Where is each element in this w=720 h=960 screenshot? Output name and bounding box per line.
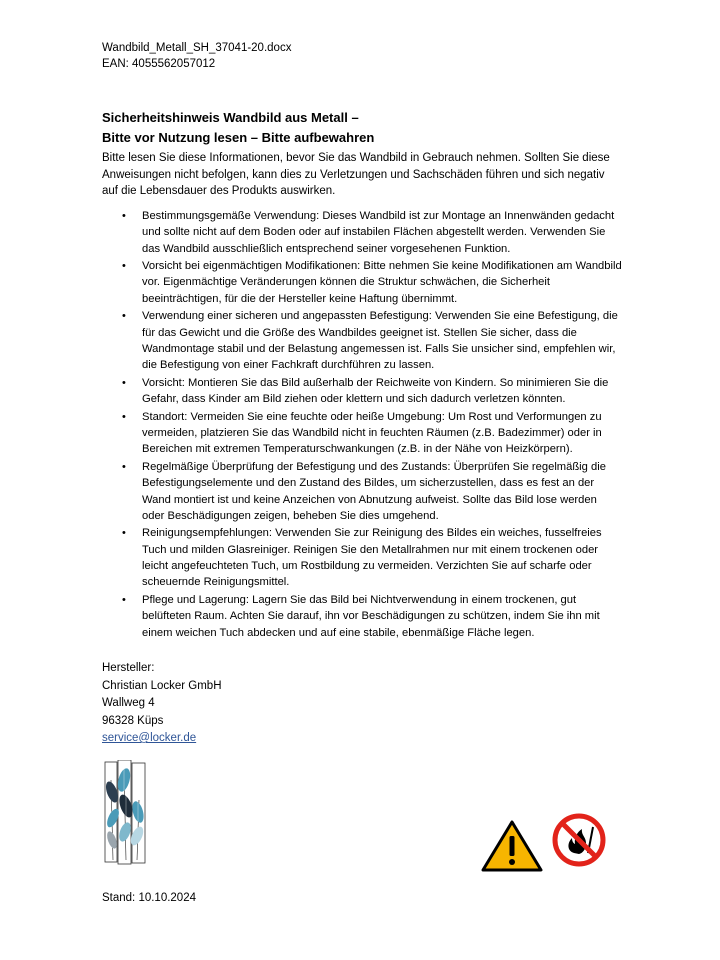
safety-item	[102, 459, 622, 524]
no-open-flame-icon	[552, 813, 606, 867]
bullet-icon: •	[122, 527, 126, 540]
safety-item-text: Verwendung einer sicheren und angepassten Befestigung: Verwenden Sie eine Befestigung, die für das Gewicht und die Größe des Wandbildes geeignet ist. Stellen Sie sicher, dass die Wandmontage stabil und der Belastung angemessen ist. Falls Sie unsicher sind, empfehlen wir, die Befestigung von einer Fachkraft durchführen zu lassen.	[142, 310, 618, 372]
manufacturer-email-link[interactable]: service@locker.de	[102, 732, 197, 744]
bullet-icon: •	[122, 410, 126, 423]
safety-item	[102, 375, 622, 408]
manufacturer-company: Christian Locker GmbH	[102, 679, 222, 692]
safety-item	[102, 409, 622, 458]
bullet-icon: •	[122, 593, 126, 606]
product-image	[104, 760, 152, 868]
safety-item	[102, 592, 622, 641]
ean-code: EAN: 4055562057012	[102, 58, 216, 70]
bullet-icon: •	[122, 260, 126, 273]
manufacturer-street: Wallweg 4	[102, 697, 155, 709]
file-name: Wandbild_Metall_SH_37041-20.docx	[102, 42, 292, 54]
safety-item	[102, 525, 622, 590]
bullet-icon: •	[122, 310, 126, 323]
safety-item-text: Standort: Vermeiden Sie eine feuchte oder heiße Umgebung: Um Rost und Verformungen zu vermeiden, platzieren Sie das Wandbild nicht in feuchten Räumen (z.B. Badezimmer) oder in Bereichen mit extremen Temperaturschwankungen (z.B. in der Nähe von Heizkörpern).	[142, 410, 602, 456]
safety-list	[102, 208, 622, 642]
safety-item-text: Pflege und Lagerung: Lagern Sie das Bild bei Nichtverwendung in einem trockenen, gut belüfteten Raum. Achten Sie darauf, ihn vor Beschädigungen zu schützen, indem Sie ihn mit einem weichen Tuch abdecken und auf eine stabile, ebenmäßige Fläche legen.	[142, 593, 600, 639]
bullet-icon: •	[122, 460, 126, 473]
manufacturer-label: Hersteller:	[102, 662, 155, 674]
document-date: Stand: 10.10.2024	[102, 892, 196, 904]
document-header	[102, 40, 291, 72]
document-title	[102, 108, 374, 148]
safety-item-text: Reinigungsempfehlungen: Verwenden Sie zur Reinigung des Bildes ein weiches, fusselfreies Tuch und milden Glasreiniger. Reinigen Sie den Metallrahmen nur mit einem trockenen oder leicht angefeuchteten Tuch, um Rostbildung zu vermeiden. Verzichten Sie auf scharfe oder scheuernde Reinigungsmittel.	[142, 527, 602, 589]
safety-item	[102, 208, 622, 257]
safety-item-text: Bestimmungsgemäße Verwendung: Dieses Wandbild ist zur Montage an Innenwänden gedacht und sollte nicht auf dem Boden oder auf instabilen Flächen abgestellt werden. Verwenden Sie das Wandbild ausschließlich entsprechend seiner vorgesehenen Funktion.	[142, 210, 615, 255]
manufacturer-block	[102, 660, 222, 748]
safety-item-text: Regelmäßige Überprüfung der Befestigung und des Zustands: Überprüfen Sie regelmäßig die Befestigungselemente und den Zustand des Bildes, um sicherzustellen, dass es fest an der Wand montiert ist und keine Anzeichen von Abnutzung aufweist. Sollte das Bild lose werden oder Beschädigungen zeigen, beheben Sie dies umgehend.	[142, 460, 606, 522]
safety-item-text: Vorsicht bei eigenmächtigen Modifikationen: Bitte nehmen Sie keine Modifikationen am Wandbild vor. Eigenmächtige Veränderungen können die Struktur schwächen, die Sicherheit beeinträchtigen, für die der Hersteller keine Haftung übernimmt.	[142, 260, 622, 305]
intro-paragraph: Bitte lesen Sie diese Informationen, bevor Sie das Wandbild in Gebrauch nehmen. Sollten Sie diese Anweisungen nicht befolgen, kann dies zu Verletzungen und Sachschäden führen und sich negativ auf die Lebensdauer des Produkts auswirken.	[102, 152, 610, 197]
title-line-1: Sicherheitshinweis Wandbild aus Metall –	[102, 110, 359, 125]
manufacturer-city: 96328 Küps	[102, 714, 164, 727]
safety-item	[102, 308, 622, 373]
title-line-2: Bitte vor Nutzung lesen – Bitte aufbewahren	[102, 130, 375, 145]
safety-item-text: Vorsicht: Montieren Sie das Bild außerhalb der Reichweite von Kindern. So minimieren Sie die Gefahr, dass Kinder am Bild ziehen oder klettern und sich dadurch verletzen könnten.	[142, 376, 609, 406]
safety-item	[102, 258, 622, 307]
bullet-icon: •	[122, 210, 126, 222]
warning-triangle-icon	[481, 820, 543, 872]
bullet-icon: •	[122, 376, 126, 389]
